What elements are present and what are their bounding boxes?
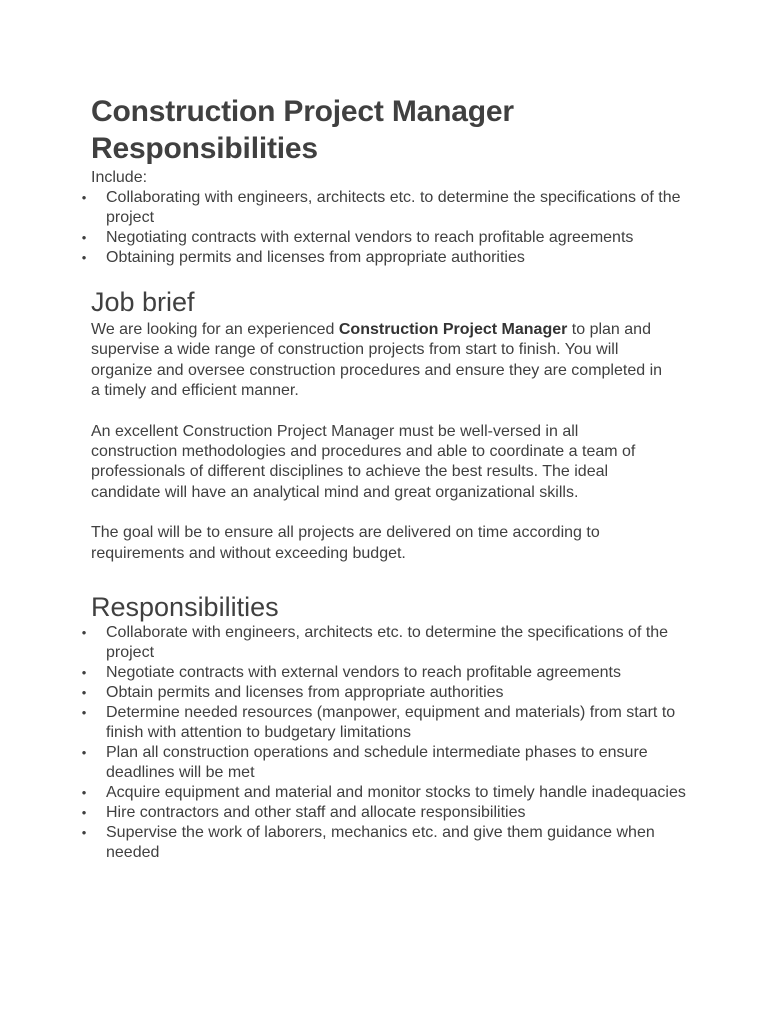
list-item-text: Hire contractors and other staff and allocate responsibilities (106, 803, 526, 821)
responsibilities-list (81, 623, 686, 863)
list-item-text: Obtaining permits and licenses from appropriate authorities (106, 249, 525, 266)
job-brief-paragraph-3: The goal will be to ensure all projects are delivered on time according to requirements and without exceeding budget. (91, 524, 600, 562)
bullet-icon: • (81, 684, 87, 700)
list-item-text: Acquire equipment and material and monitor stocks to timely handle inadequacies (106, 783, 686, 801)
list-item-text: Collaborate with engineers, architects etc. to determine the specifications of the project (106, 623, 669, 661)
bullet-icon: • (81, 744, 87, 760)
page-title: Construction Project Manager Responsibilities (91, 95, 514, 165)
list-item (81, 743, 686, 783)
paragraph-text: to plan and supervise a wide range of construction projects from start to finish. You will organize and oversee construction procedures and ensure they are completed in a timely and efficient manner. (91, 321, 663, 399)
bullet-icon: • (81, 624, 87, 640)
bullet-icon: • (81, 250, 87, 265)
bullet-icon: • (81, 824, 87, 840)
list-item-text: Supervise the work of laborers, mechanics etc. and give them guidance when needed (106, 823, 655, 861)
list-item-text: Negotiating contracts with external vendors to reach profitable agreements (106, 229, 634, 246)
list-item (81, 663, 686, 683)
bullet-icon: • (81, 664, 87, 680)
bullet-icon: • (81, 784, 87, 800)
include-list (81, 188, 685, 268)
job-brief-paragraph-1 (91, 320, 666, 401)
list-item (81, 188, 686, 228)
list-item (81, 683, 686, 703)
list-item (81, 803, 686, 823)
intro-label: Include: (91, 169, 148, 186)
paragraph-text: We are looking for an experienced (91, 321, 339, 338)
job-brief-paragraph-2: An excellent Construction Project Manager must be well-versed in all construction methodologies and procedures and able to coordinate a team of professionals of different disciplines to achieve the best results. The ideal candidate will have an analytical mind and great organizational skills. (91, 422, 636, 501)
document-content (81, 93, 691, 863)
list-item-text: Obtain permits and licenses from appropriate authorities (106, 683, 504, 701)
list-item-text: Plan all construction operations and schedule intermediate phases to ensure deadlines will be met (106, 743, 648, 781)
job-brief-heading: Job brief (91, 287, 195, 317)
bullet-icon: • (81, 230, 87, 245)
bullet-icon: • (81, 804, 87, 820)
job-title-emphasis: Construction Project Manager (338, 321, 568, 338)
list-item (81, 623, 686, 663)
list-item (81, 703, 686, 743)
list-item (81, 228, 686, 248)
list-item (81, 823, 686, 863)
list-item (81, 783, 686, 803)
list-item-text: Negotiate contracts with external vendors to reach profitable agreements (106, 663, 621, 681)
bullet-icon: • (81, 190, 87, 205)
list-item (81, 248, 686, 268)
list-item-text: Collaborating with engineers, architects etc. to determine the specifications of the project (106, 189, 681, 226)
list-item-text: Determine needed resources (manpower, equipment and materials) from start to finish with attention to budgetary limitations (106, 703, 676, 741)
responsibilities-heading: Responsibilities (91, 591, 279, 622)
bullet-icon: • (81, 704, 87, 720)
